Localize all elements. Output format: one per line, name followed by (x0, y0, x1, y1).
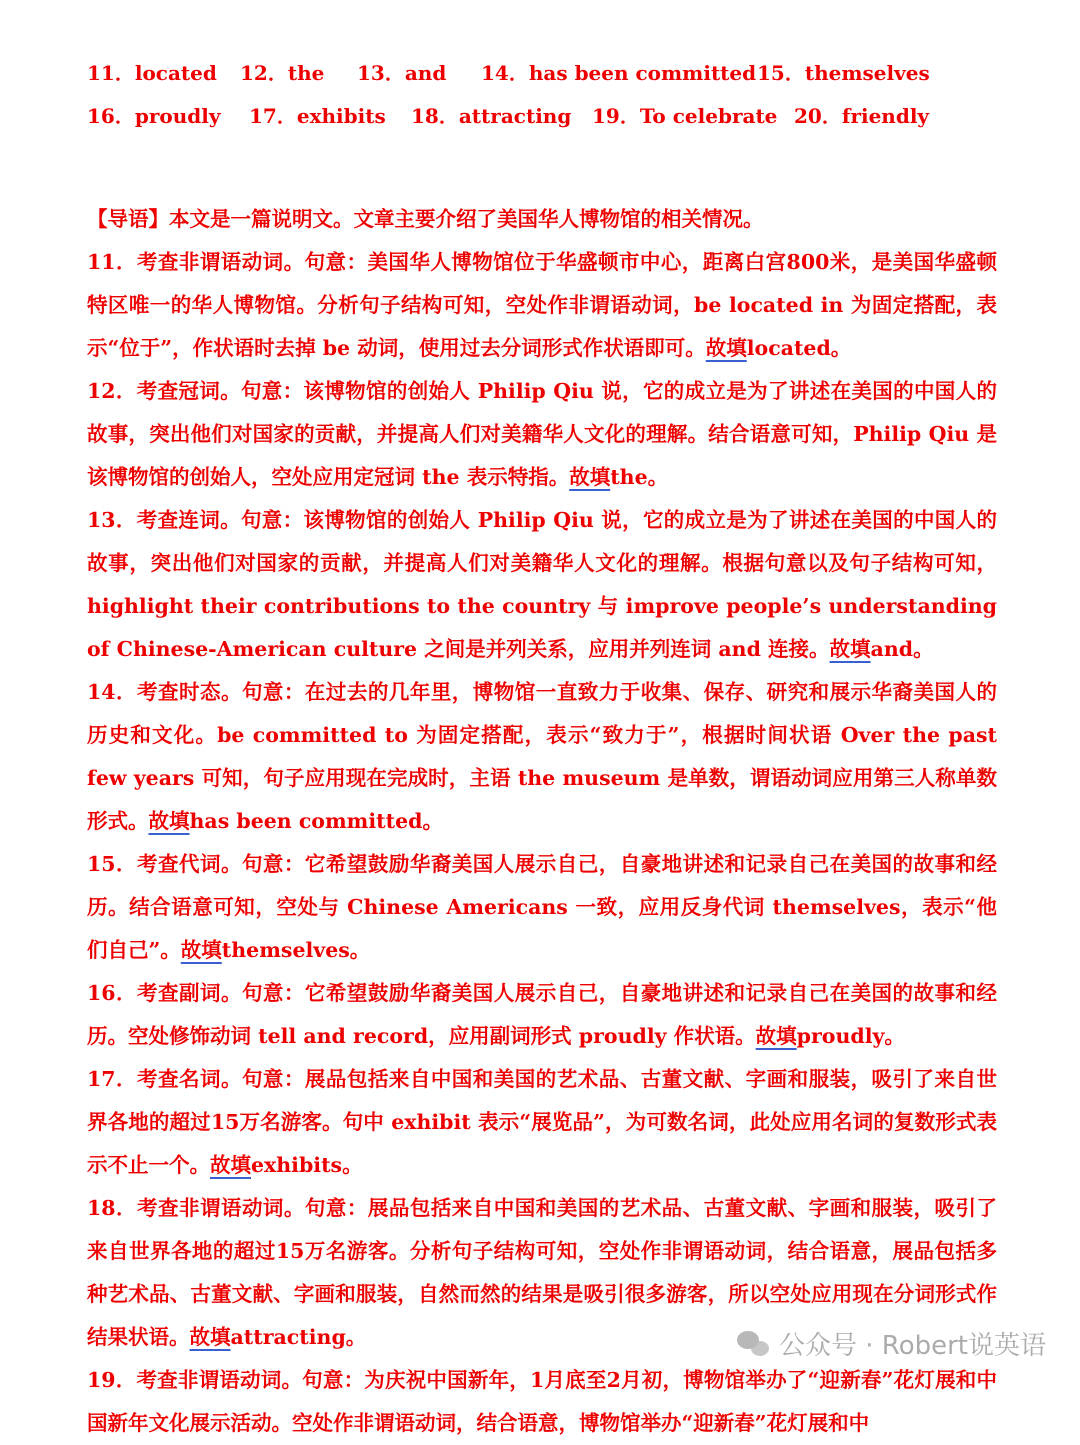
answer-13: 13．and (357, 61, 447, 85)
gutian-label: 故填 (829, 637, 871, 661)
answer-15: 15．themselves (757, 61, 930, 85)
explanation-13: 13．考查连词。句意：该博物馆的创始人 Philip Qiu 说，它的成立是为了讲述在美国的中国人的故事，突出他们对国家的贡献，并提高人们对美籍华人文化的理解。根据句意以及句子结构可知，highlight their contributions to the country 与 improve people’s understanding of Chinese-American culture 之间是并列关系，应用并列连词 and 连接。故填and。 (87, 508, 997, 661)
explanation-12: 12．考查冠词。句意：该博物馆的创始人 Philip Qiu 说，它的成立是为了讲述在美国的中国人的故事，突出他们对国家的贡献，并提高人们对美籍华人文化的理解。结合语意可知，Philip Qiu 是该博物馆的创始人，空处应用定冠词 the 表示特指。故填the。 (87, 379, 997, 489)
explanation-19: 19．考查非谓语动词。句意：为庆祝中国新年，1月底至2月初，博物馆举办了“迎新春”花灯展和中国新年文化展示活动。空处作非谓语动词，结合语意，博物馆举办“迎新春”花灯展和中 (87, 1368, 997, 1435)
answer-12: 12．the (240, 61, 325, 85)
answers-row-1 (87, 52, 997, 95)
gutian-label: 故填 (148, 809, 190, 833)
gutian-label: 故填 (210, 1153, 251, 1177)
explanation-16: 16．考查副词。句意：它希望鼓励华裔美国人展示自己，自豪地讲述和记录自己在美国的故事和经历。空处修饰动词 tell and record，应用副词形式 proudly 作状语。故填proudly。 (87, 981, 997, 1048)
answer-14: 14．has been committed (481, 61, 757, 85)
answer-20: 20．friendly (794, 104, 930, 128)
answer-11: 11．located (87, 61, 217, 85)
watermark-text: 公众号 · Robert说英语 (779, 1331, 1046, 1361)
gutian-label: 故填 (189, 1325, 231, 1349)
answer-16: 16．proudly (87, 104, 221, 128)
wechat-icon (737, 1329, 771, 1359)
explanation-11: 11．考查非谓语动词。句意：美国华人博物馆位于华盛顿市中心，距离白宫800米，是美国华盛顿特区唯一的华人博物馆。分析句子结构可知，空处作非谓语动词，be located in 为固定搭配，表示“位于”，作状语时去掉 be 动词，使用过去分词形式作状语即可。故填located。 (87, 250, 997, 360)
gutian-label: 故填 (569, 465, 611, 489)
gutian-label: 故填 (705, 336, 747, 360)
gutian-label: 故填 (180, 938, 222, 962)
watermark (737, 1325, 1046, 1362)
explanation-15: 15．考查代词。句意：它希望鼓励华裔美国人展示自己，自豪地讲述和记录自己在美国的故事和经历。结合语意可知，空处与 Chinese Americans 一致，应用反身代词 themselves，表示“他们自己”。故填themselves。 (87, 852, 997, 962)
answers-row-2 (87, 95, 997, 138)
guide-text: 【导语】本文是一篇说明文。文章主要介绍了美国华人博物馆的相关情况。 (87, 207, 764, 231)
document-page (87, 52, 997, 1445)
gutian-label: 故填 (755, 1024, 797, 1048)
explanation-14: 14．考查时态。句意：在过去的几年里，博物馆一直致力于收集、保存、研究和展示华裔美国人的历史和文化。be committed to 为固定搭配，表示“致力于”，根据时间状语 Over the past few years 可知，句子应用现在完成时，主语 the museum 是单数，谓语动词应用第三人称单数形式。故填has been committed。 (87, 680, 997, 833)
explanation-18: 18．考查非谓语动词。句意：展品包括来自中国和美国的艺术品、古董文献、字画和服装，吸引了来自世界各地的超过15万名游客。分析句子结构可知，空处作非谓语动词，结合语意，展品包括多种艺术品、古董文献、字画和服装，自然而然的结果是吸引很多游客，所以空处应用现在分词形式作结果状语。故填attracting。 (87, 1196, 997, 1349)
answer-19: 19．To celebrate (592, 104, 778, 128)
answer-17: 17．exhibits (249, 104, 386, 128)
explanation-17: 17．考查名词。句意：展品包括来自中国和美国的艺术品、古董文献、字画和服装，吸引了来自世界各地的超过15万名游客。句中 exhibit 表示“展览品”，为可数名词，此处应用名词的复数形式表示不止一个。故填exhibits。 (87, 1067, 997, 1177)
answer-18: 18．attracting (411, 104, 572, 128)
